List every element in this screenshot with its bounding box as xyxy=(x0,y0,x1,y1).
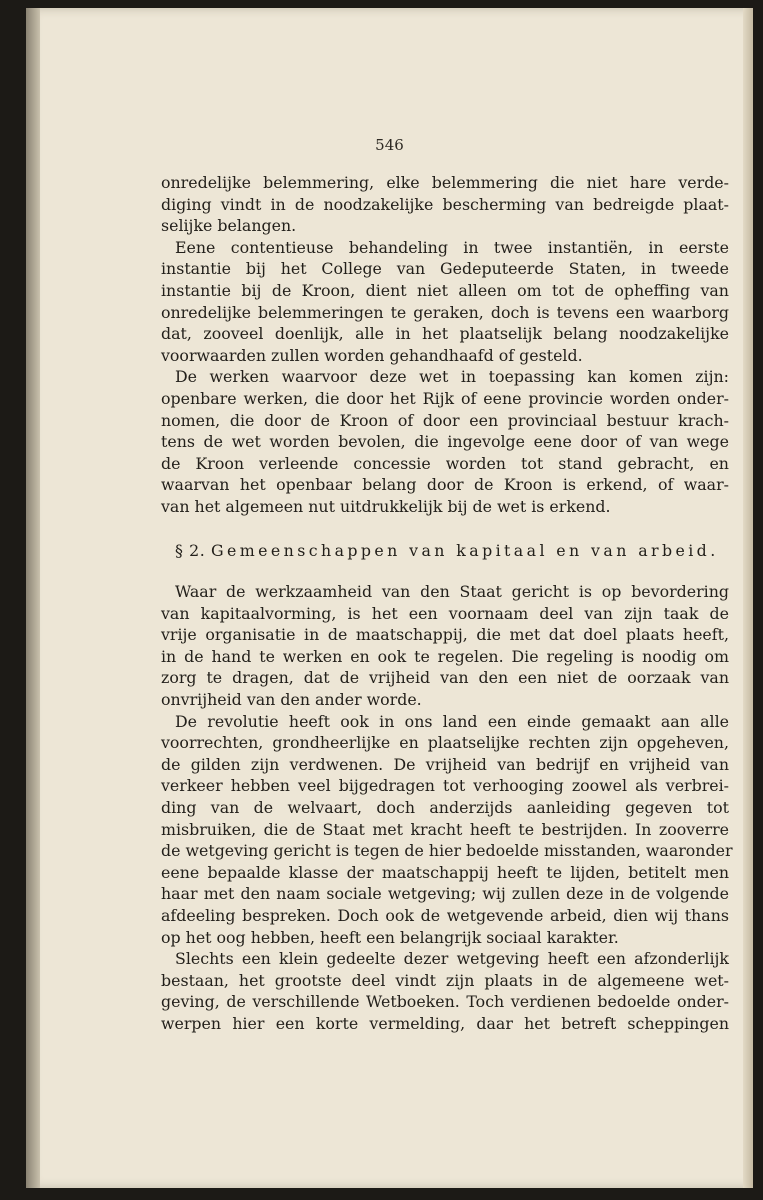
section-heading xyxy=(175,540,729,562)
paragraph xyxy=(161,172,729,237)
text-line: selijke belangen. xyxy=(161,216,297,236)
text-line: tens de wet worden bevolen, die ingevolge eene door of van wege xyxy=(161,432,729,452)
text-line: diging vindt in de noodzakelijke bescherming van bedreigde plaat- xyxy=(161,194,729,214)
text-line: De werken waarvoor deze wet in toepassing kan komen zijn: xyxy=(175,367,729,387)
text-line: zorg te dragen, dat de vrijheid van den een niet de oorzaak van xyxy=(161,668,729,688)
paragraph xyxy=(161,237,729,367)
text-line: nomen, die door de Kroon of door een provinciaal bestuur krach- xyxy=(161,410,729,430)
paragraph xyxy=(161,581,729,711)
text-line: waarvan het openbaar belang door de Kroon is erkend, of waar- xyxy=(161,475,729,495)
text-line: de gilden zijn verdwenen. De vrijheid van bedrijf en vrijheid van xyxy=(161,754,729,774)
text-line: eene bepaalde klasse der maatschappij heeft te lijden, betitelt men xyxy=(161,862,729,882)
text-line: De revolutie heeft ook in ons land een einde gemaakt aan alle xyxy=(175,711,729,731)
text-line: voorrechten, grondheerlijke en plaatselijke rechten zijn opgeheven, xyxy=(161,733,729,753)
text-line: van kapitaalvorming, is het een voornaam deel van zijn taak de xyxy=(161,603,729,623)
section-title: Gemeenschappen van kapitaal en van arbeid. xyxy=(211,540,719,560)
text-line: ding van de welvaart, doch anderzijds aanleiding gegeven tot xyxy=(161,798,729,818)
text-line: geving, de verschillende Wetboeken. Toch verdienen bedoelde onder- xyxy=(161,992,729,1012)
text-line: instantie bij het College van Gedeputeerde Staten, in tweede xyxy=(161,259,729,279)
text-line: werpen hier een korte vermelding, daar het betreft scheppingen xyxy=(161,1013,729,1033)
text-line: openbare werken, die door het Rijk of eene provincie worden onder- xyxy=(161,388,729,408)
text-line: Waar de werkzaamheid van den Staat gericht is op bevordering xyxy=(175,582,729,602)
paragraph xyxy=(161,948,729,1034)
text-line: onredelijke belemmeringen te geraken, doch is tevens een waarborg xyxy=(161,302,729,322)
section-number: § 2. xyxy=(175,540,206,560)
text-line: onvrijheid van den ander worde. xyxy=(161,690,422,710)
text-line: dat, zooveel doenlijk, alle in het plaatselijk belang noodzakelijke xyxy=(161,324,729,344)
text-line: misbruiken, die de Staat met kracht heeft te bestrijden. In zooverre xyxy=(161,819,729,839)
page-right-edge xyxy=(743,8,753,1188)
text-line: de Kroon verleende concessie worden tot stand gebracht, en xyxy=(161,453,729,473)
text-line: vrije organisatie in de maatschappij, die met dat doel plaats heeft, xyxy=(161,625,729,645)
text-line: van het algemeen nut uitdrukkelijk bij de wet is erkend. xyxy=(161,496,611,516)
text-line: op het oog hebben, heeft een belangrijk sociaal karakter. xyxy=(161,927,619,947)
book-page xyxy=(26,8,753,1188)
paragraph xyxy=(161,366,729,517)
body-text xyxy=(161,172,733,1035)
paragraph xyxy=(161,711,733,949)
text-line: Slechts een klein gedeelte dezer wetgeving heeft een afzonderlijk xyxy=(175,949,729,969)
page-binding-edge xyxy=(26,8,40,1188)
page-number: 546 xyxy=(375,136,404,154)
text-line: verkeer hebben veel bijgedragen tot verhooging zoowel als verbrei- xyxy=(161,776,729,796)
text-line: instantie bij de Kroon, dient niet alleen om tot de opheffing van xyxy=(161,280,729,300)
text-line: onredelijke belemmering, elke belemmering die niet hare verde- xyxy=(161,173,729,192)
text-line: de wetgeving gericht is tegen de hier bedoelde misstanden, waaronder xyxy=(161,841,733,861)
text-line: voorwaarden zullen worden gehandhaafd of gesteld. xyxy=(161,345,583,365)
text-line: in de hand te werken en ook te regelen. Die regeling is noodig om xyxy=(161,646,729,666)
text-line: Eene contentieuse behandeling in twee instantiën, in eerste xyxy=(175,237,729,257)
text-line: bestaan, het grootste deel vindt zijn plaats in de algemeene wet- xyxy=(161,970,729,990)
text-line: haar met den naam sociale wetgeving; wij zullen deze in de volgende xyxy=(161,884,729,904)
text-line: afdeeling bespreken. Doch ook de wetgevende arbeid, dien wij thans xyxy=(161,906,729,925)
